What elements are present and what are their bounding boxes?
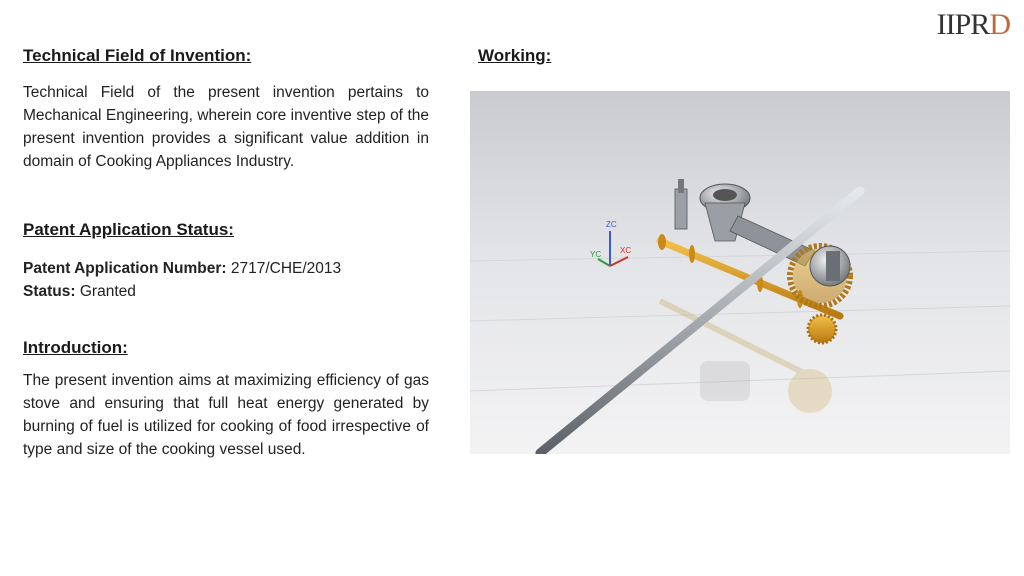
patent-status-row	[23, 280, 136, 303]
mechanism-render	[470, 91, 1010, 454]
introduction-heading: Introduction:	[23, 338, 128, 357]
logo-text: IIPR	[936, 8, 990, 41]
iiprd-logo	[937, 8, 1010, 42]
working-heading: Working:	[478, 46, 552, 65]
patent-status-heading: Patent Application Status:	[23, 220, 234, 239]
axis-x-label: XC	[620, 246, 632, 255]
patent-status-label: Status:	[23, 283, 76, 300]
logo-accent-letter: D	[989, 8, 1010, 41]
patent-status-value: Granted	[79, 283, 136, 300]
axis-y-label: YC	[590, 250, 602, 259]
introduction-text: The present invention aims at maximizing efficiency of gas stove and ensuring that full heat energy generated by burning of fuel is utilized for cooking of food irrespective of type and size of the cooking vessel used.	[23, 372, 429, 458]
patent-number-value: 2717/CHE/2013	[230, 260, 342, 277]
patent-number-row	[23, 257, 341, 280]
technical-field-text: Technical Field of the present invention pertains to Mechanical Engineering, wherein core inventive step of the present invention provides a significant value addition in domain of Cooking Appliances Industry.	[23, 84, 429, 170]
lower-gear	[808, 315, 836, 343]
technical-field-heading: Technical Field of Invention:	[23, 46, 252, 65]
axis-z-label: ZC	[606, 220, 617, 229]
patent-number-label: Patent Application Number:	[23, 260, 227, 277]
working-figure	[470, 91, 1010, 454]
